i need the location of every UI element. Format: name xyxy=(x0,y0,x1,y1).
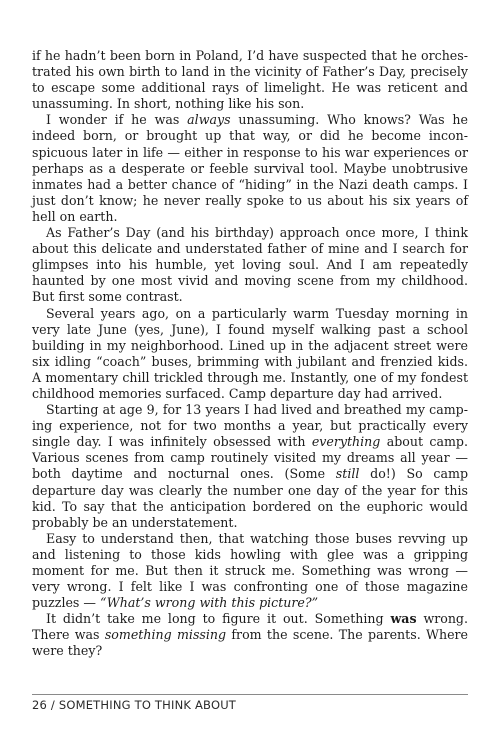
paragraph xyxy=(32,48,468,112)
bold-text: was xyxy=(390,611,417,627)
text-run: As Father’s Day (and his birthday) approach once more, I think about this delicate and understated father of mine and I search for glimpses into his humble, yet loving soul. And I am repeatedly haunted by one most vivid and moving scene from my childhood. But first some contrast. xyxy=(32,225,468,305)
running-footer: 26 / SOMETHING TO THINK ABOUT xyxy=(32,698,237,712)
italic-text: still xyxy=(335,466,360,482)
paragraph xyxy=(32,531,468,611)
paragraph xyxy=(32,402,468,531)
paragraph xyxy=(32,225,468,305)
text-run: unassuming. Who knows? Was he indeed born, or brought up that way, or did he become inconspicuous later in life — either in response to his war experiences or perhaps as a desperate or feeble survival tool. Maybe unobtrusive inmates had a better chance of “hiding” in the Nazi death camps. I just don’t know; he never really spoke to us about his six years of hell on earth. xyxy=(32,112,468,224)
italic-text: always xyxy=(187,112,231,128)
text-run: I wonder if he was xyxy=(46,112,188,128)
paragraph xyxy=(32,112,468,225)
text-run: wrong. There was xyxy=(32,611,468,643)
text-run: It didn’t take me long to figure it out. Something xyxy=(46,611,391,627)
text-run: Easy to understand then, that watching those buses revving up and listening to those kids howling with glee was a gripping moment for me. But then it struck me. Something was wrong — very wrong. I felt like I was confronting one of those magazine puzzles — xyxy=(32,530,468,611)
paragraph xyxy=(32,306,468,403)
footer-rule xyxy=(32,694,468,695)
text-run: from the scene. The parents. Where were they? xyxy=(32,627,468,659)
text-run: do!) So camp departure day was clearly the number one day of the year for this kid. To say that the anticipation bordered on the euphoric would probably be an understatement. xyxy=(32,466,469,530)
text-run: if he hadn’t been born in Poland, I’d have suspected that he orchestrated his own birth to land in the vicinity of Father’s Day, precisely to escape some additional rays of limelight. He was reticent and unassuming. In short, nothing like his son. xyxy=(32,48,468,112)
text-run: Several years ago, on a particularly warm Tuesday morning in very late June (yes, June), I found myself walking past a school building in my neighborhood. Lined up in the adjacent street were six idling “coach” buses, brimming with jubilant and frenzied kids. A momentary chill trickled through me. Instantly, one of my fondest childhood memories surfaced. Camp departure day had arrived. xyxy=(32,305,468,401)
text-run: Starting at age 9, for 13 years I had lived and breathed my camping experience, not for two months a year, but practically every single day. I was infinitely obsessed with xyxy=(32,402,468,450)
body-text xyxy=(32,48,468,660)
italic-text: something missing xyxy=(104,627,227,643)
paragraph xyxy=(32,611,468,659)
italic-text: everything xyxy=(311,434,381,450)
italic-text: “What’s wrong with this picture?” xyxy=(100,595,319,611)
text-run: about camp. Various scenes from camp routinely visited my dreams all year — both daytime and nocturnal ones. (Some xyxy=(32,434,468,482)
